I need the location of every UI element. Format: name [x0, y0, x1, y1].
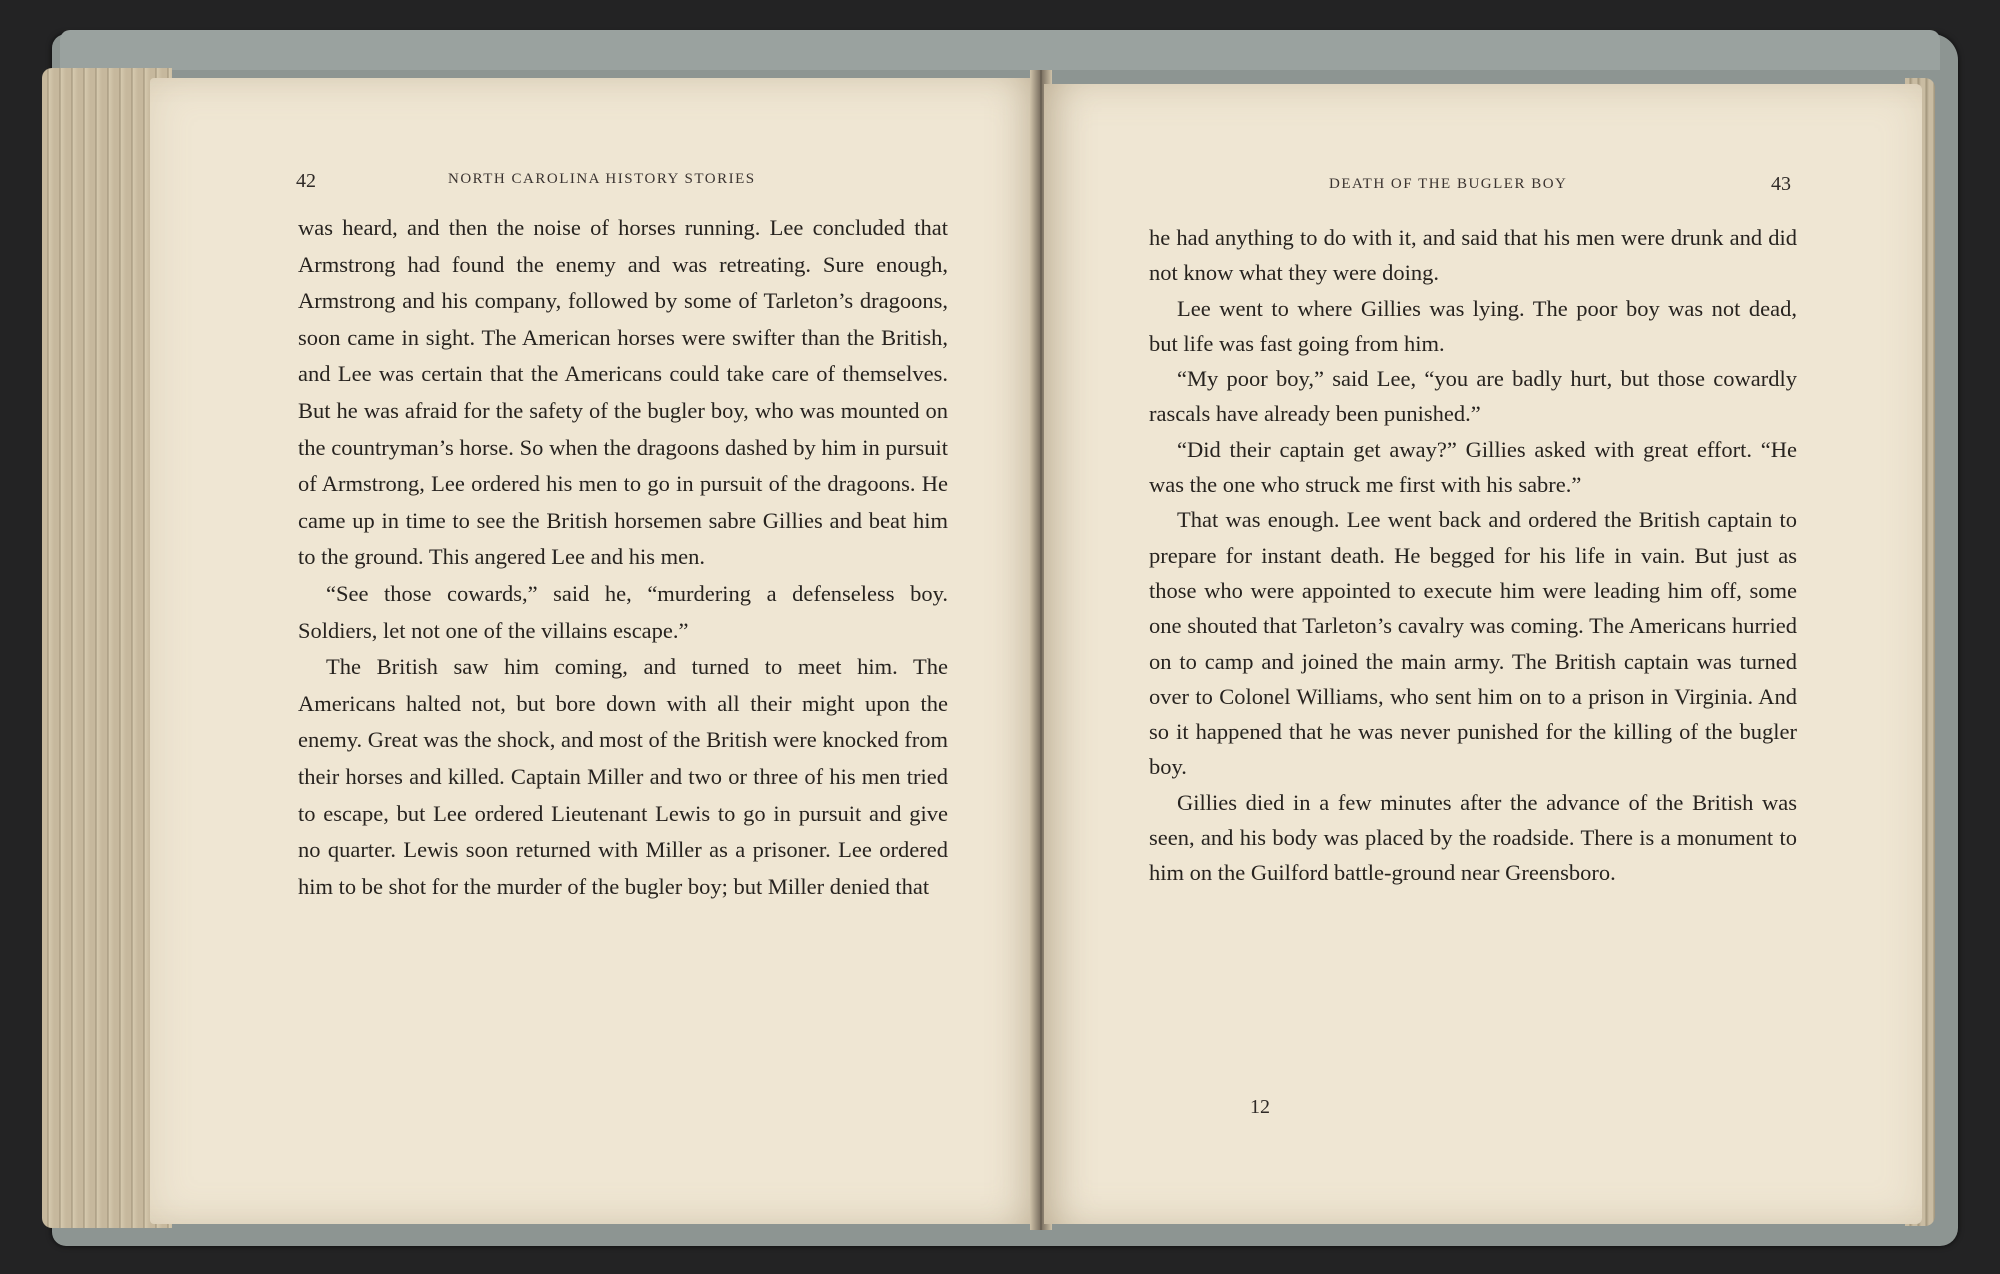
left-page-number: 42	[296, 170, 316, 192]
right-page-text	[1149, 220, 1797, 891]
right-paragraph-3: “My poor boy,” said Lee, “you are badly hurt, but those cowardly rascals have already been punished.”	[1149, 366, 1797, 427]
right-paragraph-5: That was enough. Lee went back and ordered the British captain to prepare for instant death. He begged for his life in vain. But just as those who were appointed to execute him were leading him off, some one shouted that Tarleton’s cavalry was coming. The Americans hurried on to camp and joined the main army. The British captain was turned over to Colonel Williams, who sent him on to a prison in Virginia. And so it happened that he was never punished for the killing of the bugler boy.	[1149, 507, 1797, 780]
left-paragraph-2: “See those cowards,” said he, “murdering a defenseless boy. Soldiers, let not one of the villains escape.”	[298, 580, 948, 643]
signature-mark: 12	[1250, 1096, 1270, 1118]
right-paragraph-1: he had anything to do with it, and said that his men were drunk and did not know what they were doing.	[1149, 225, 1797, 286]
left-page-text	[298, 210, 948, 905]
left-running-head: NORTH CAROLINA HISTORY STORIES	[448, 171, 756, 187]
left-paragraph-3: The British saw him coming, and turned to meet him. The Americans halted not, but bore down with all their might upon the enemy. Great was the shock, and most of the British were knocked from their horses and killed. Captain Miller and two or three of his men tried to escape, but Lee ordered Lieutenant Lewis to go in pursuit and give no quarter. Lewis soon returned with Miller as a prisoner. Lee ordered him to be shot for the murder of the bugler boy; but Miller denied that	[298, 654, 948, 899]
right-paragraph-6: Gillies died in a few minutes after the advance of the British was seen, and his body was placed by the roadside. There is a monument to him on the Guilford battle-ground near Greensboro.	[1149, 789, 1797, 886]
right-page	[1044, 84, 1922, 1224]
right-running-head: DEATH OF THE BUGLER BOY	[1329, 176, 1568, 192]
left-paragraph-1: was heard, and then the noise of horses running. Lee concluded that Armstrong had found the enemy and was retreating. Sure enough, Armstrong and his company, followed by some of Tarleton’s dragoons, soon came in sight. The American horses were swifter than the British, and Lee was certain that the Americans could take care of themselves. But he was afraid for the safety of the bugler boy, who was mounted on the countryman’s horse. So when the dragoons dashed by him in pursuit of Armstrong, Lee ordered his men to go in pursuit of the dragoons. He came up in time to see the British horsemen sabre Gillies and beat him to the ground. This angered Lee and his men.	[298, 215, 948, 570]
right-page-number: 43	[1771, 173, 1791, 195]
right-paragraph-4: “Did their captain get away?” Gillies asked with great effort. “He was the one who struck me first with his sabre.”	[1149, 436, 1797, 498]
right-paragraph-2: Lee went to where Gillies was lying. The poor boy was not dead, but life was fast going from him.	[1149, 295, 1797, 356]
left-page	[150, 78, 1038, 1224]
book-spine-top	[60, 30, 1940, 70]
